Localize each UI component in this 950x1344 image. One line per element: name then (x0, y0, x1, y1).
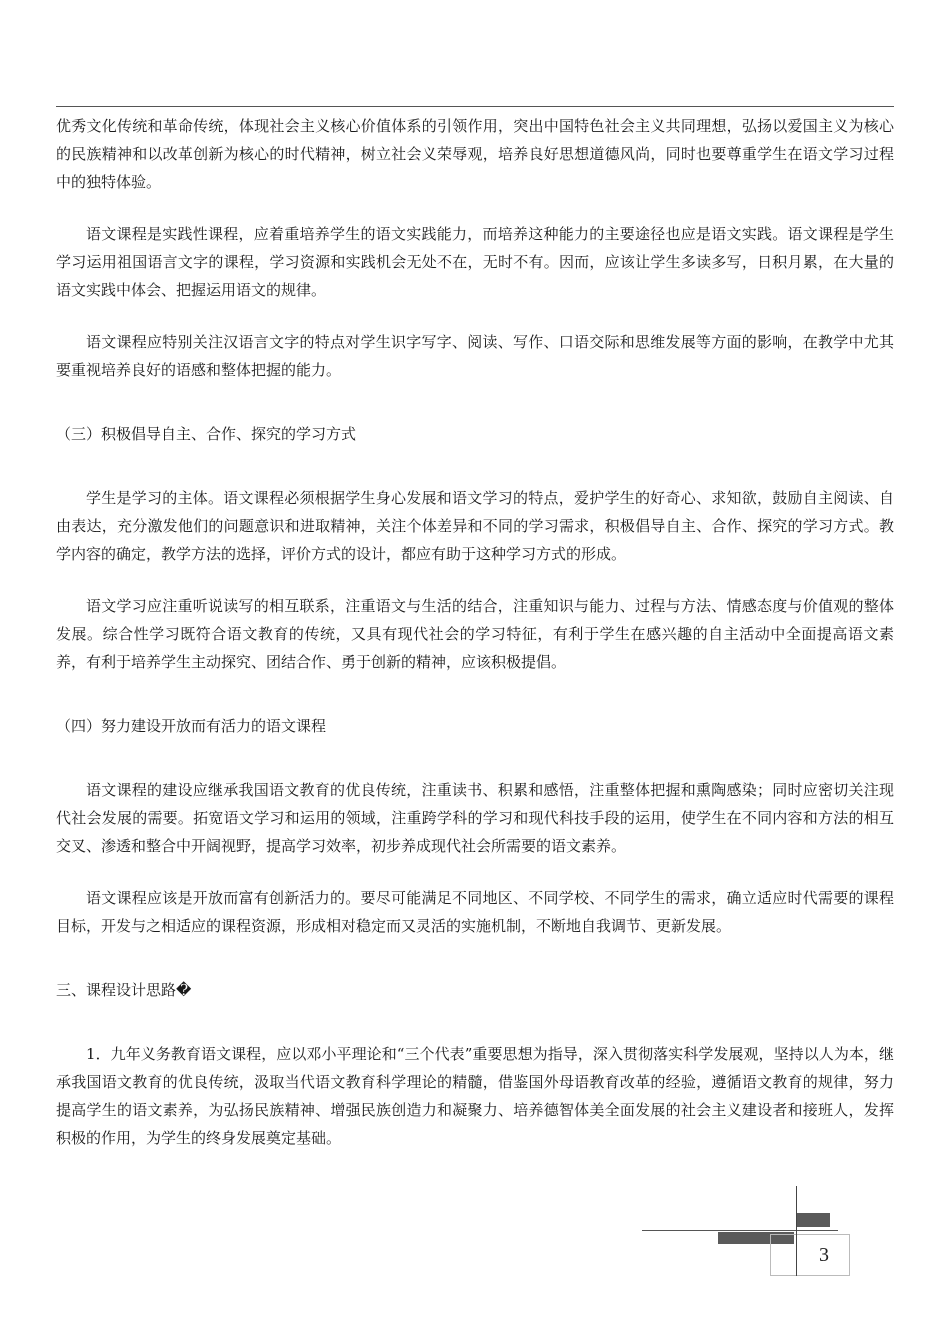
page-number: 3 (819, 1244, 829, 1266)
paragraph-practice-course: 语文课程是实践性课程，应着重培养学生的语文实践能力，而培养这种能力的主要途径也应是语文实践。语文课程是学生学习运用祖国语言文字的课程，学习资源和实践机会无处不在，无时不有。因而，应该让学生多读多写，日积月累，在大量的语文实践中体会、把握运用语文的规律。 (56, 225, 894, 299)
paragraph-course-construction: 语文课程的建设应继承我国语文教育的优良传统，注重读书、积累和感悟，注重整体把握和熏陶感染；同时应密切关注现代社会发展的需要。拓宽语文学习和运用的领域，注重跨学科的学习和现代科技手段的运用，使学生在不同内容和方法的相互交叉、渗透和整合中开阔视野，提高学习效率，初步养成现代社会所需要的语文素养。 (56, 781, 894, 855)
paragraph-listening-speaking: 语文学习应注重听说读写的相互联系，注重语文与生活的结合，注重知识与能力、过程与方法、情感态度与价值观的整体发展。综合性学习既符合语文教育的传统，又具有现代社会的学习特征，有利于学生在感兴趣的自主活动中全面提高语文素养，有利于培养学生主动探究、团结合作、勇于创新的精神，应该积极提倡。 (56, 597, 894, 671)
paragraph-student-subject: 学生是学习的主体。语文课程必须根据学生身心发展和语文学习的特点，爱护学生的好奇心、求知欲，鼓励自主阅读、自由表达，充分激发他们的问题意识和进取精神，关注个体差异和不同的学习需求，积极倡导自主、合作、探究的学习方式。教学内容的确定，教学方法的选择，评价方式的设计，都应有助于这种学习方式的形成。 (56, 489, 894, 563)
paragraph-open-innovative: 语文课程应该是开放而富有创新活力的。要尽可能满足不同地区、不同学校、不同学生的需求，确立适应时代需要的课程目标，开发与之相适应的课程资源，形成相对稳定而又灵活的实施机制，不断地自我调节、更新发展。 (56, 889, 894, 935)
document-body (56, 112, 894, 1152)
section-heading-4: （四）努力建设开放而有活力的语文课程 (56, 717, 327, 735)
paragraph-chinese-characters: 语文课程应特别关注汉语言文字的特点对学生识字写字、阅读、写作、口语交际和思维发展等方面的影响，在教学中尤其要重视培养良好的语感和整体把握的能力。 (56, 333, 894, 379)
header-rule (56, 106, 894, 107)
chapter-heading-design: 三、课程设计思路� (56, 981, 192, 999)
footer-rule (642, 1230, 838, 1231)
paragraph-continued: 优秀文化传统和革命传统，体现社会主义核心价值体系的引领作用，突出中国特色社会主义共同理想，弘扬以爱国主义为核心的民族精神和以改革创新为核心的时代精神，树立社会义荣辱观，培养良好思想道德风尚，同时也要尊重学生在语文学习过程中的独特体验。 (56, 117, 894, 191)
footer-decoration-bar (796, 1213, 830, 1227)
section-heading-3: （三）积极倡导自主、合作、探究的学习方式 (56, 425, 357, 443)
paragraph-design-principle-1: 1．九年义务教育语文课程，应以邓小平理论和“三个代表”重要思想为指导，深入贯彻落实科学发展观，坚持以人为本，继承我国语文教育的优良传统，汲取当代语文教育科学理论的精髓，借鉴国外母语教育改革的经验，遵循语文教育的规律，努力提高学生的语文素养，为弘扬民族精神、增强民族创造力和凝聚力、培养德智体美全面发展的社会主义建设者和接班人，发挥积极的作用，为学生的终身发展奠定基础。 (56, 1045, 894, 1147)
footer-divider (796, 1186, 797, 1276)
